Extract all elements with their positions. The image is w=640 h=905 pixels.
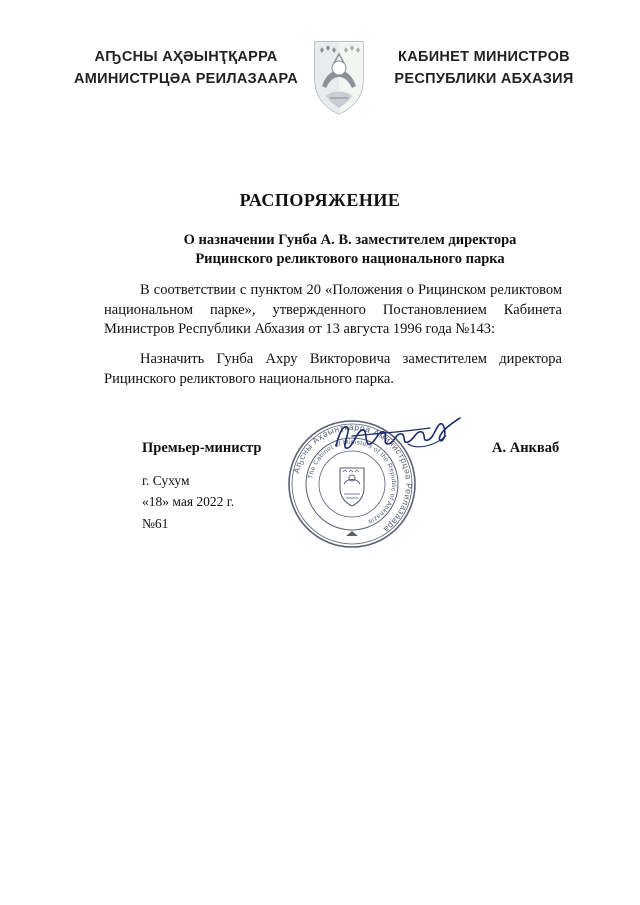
position-label: Премьер-министр xyxy=(142,440,262,456)
document-title: РАСПОРЯЖЕНИЕ xyxy=(239,190,401,210)
paragraph-basis xyxy=(104,281,562,340)
document-city: г. Сухум xyxy=(142,473,190,488)
paragraph-order-line-2: Рицинского реликтового национального парка. xyxy=(104,370,394,387)
subject-line-2: Рицинского реликтового национального парка xyxy=(195,251,505,267)
paragraph-order xyxy=(104,350,562,389)
paragraph-basis-line-2: национальном парке», утвержденного Постановлением Кабинета xyxy=(104,301,562,318)
header-left-line-1: АҦСНЫ АҲӘЫНҬҚАРРА xyxy=(94,49,278,65)
paragraph-basis-line-3: Министров Республики Абхазия от 13 августа 1996 года №143: xyxy=(104,321,496,337)
header-right-line-2: РЕСПУБЛИКИ АБХАЗИЯ xyxy=(394,71,574,87)
coat-of-arms-emblem xyxy=(312,40,366,116)
paragraph-basis-line-1: В соответствии с пунктом 20 «Положения о Рицинском реликтовом xyxy=(140,282,562,298)
handwritten-signature xyxy=(322,406,472,470)
document-number: №61 xyxy=(142,516,169,531)
subject-line-1: О назначении Гунба А. В. заместителем директора xyxy=(183,232,517,248)
document-date: «18» мая 2022 г. xyxy=(142,494,235,509)
seal-outer-text: Аҧсны Аҳәынҭқарра Аминистрцәа Реилазаара xyxy=(291,421,415,535)
header-left-line-2: АМИНИСТРЦӘА РЕИЛАЗААРА xyxy=(73,71,299,87)
signer-name: А. Анкваб xyxy=(492,440,560,456)
paragraph-order-line-1: Назначить Гунба Ахру Викторовича заместителем директора xyxy=(140,351,562,367)
seal-inner-text: The Cabinet of Ministers of the Republic of Abkhazia xyxy=(307,438,398,526)
document-subject xyxy=(140,231,560,269)
header-right-title xyxy=(378,46,590,90)
header-right-line-1: КАБИНЕТ МИНИСТРОВ xyxy=(398,49,570,65)
header-left-title xyxy=(70,46,302,90)
